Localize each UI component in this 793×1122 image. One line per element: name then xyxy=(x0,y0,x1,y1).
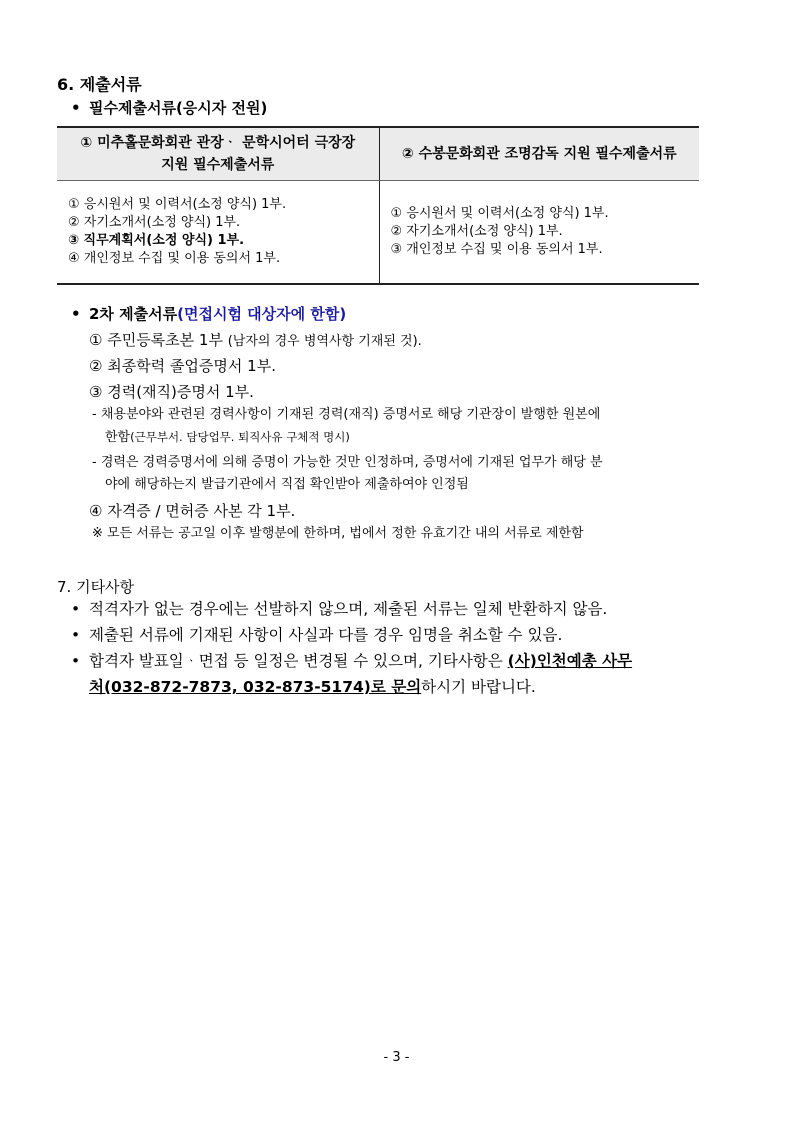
list-item: ④ 개인정보 수집 및 이용 동의서 1부. xyxy=(68,251,281,266)
validity-remark: ※ 모든 서류는 공고일 이후 발행분에 한하며, 법에서 정한 유효기간 내의 서류로 제한함 xyxy=(92,526,584,541)
second-docs-heading: • 2차 제출서류(면접시험 대상자에 한함) xyxy=(71,305,347,323)
list-item: ③ 개인정보 수집 및 이용 동의서 1부. xyxy=(390,242,603,257)
bullet-icon: • xyxy=(71,305,81,323)
career-note-1: - 채용분야와 관련된 경력사항이 기재된 경력(재직) 증명서로 해당 기관장이 발행한 원본에 한함(근무부서. 담당업무. 퇴직사유 구체적 명시) xyxy=(92,407,601,445)
bullet-icon: • xyxy=(71,99,81,117)
col2-items xyxy=(379,181,699,285)
required-docs-heading: • 필수제출서류(응시자 전원) xyxy=(71,99,268,117)
list-item: ① 응시원서 및 이력서(소정 양식) 1부. xyxy=(390,206,609,221)
other-item-3: • 합격자 발표일ᆞ면접 등 일정은 변경될 수 있으며, 기타사항은 (사)인천예총 사무 처(032-872-7873, 032-873-5174)로 문의하시기 바랍니다. xyxy=(71,648,632,700)
second-item-1: ① 주민등록초본 1부 (남자의 경우 병역사항 기재된 것). xyxy=(89,331,422,349)
section-6-title: 6. 제출서류 xyxy=(57,75,142,94)
second-item-4: ④ 자격증 / 면허증 사본 각 1부. xyxy=(89,502,296,520)
other-item-2: • 제출된 서류에 기재된 사항이 사실과 다를 경우 임명을 취소할 수 있음. xyxy=(71,622,562,648)
contact-info-link[interactable]: (사)인천예총 사무 xyxy=(507,652,633,670)
col2-header: ② 수봉문화회관 조명감독 지원 필수제출서류 xyxy=(379,127,699,181)
section-7-title: 7. 기타사항 xyxy=(57,578,135,596)
bullet-icon: • xyxy=(71,652,81,670)
bullet-icon: • xyxy=(71,600,81,618)
required-docs-table xyxy=(57,126,699,285)
list-item: ② 자기소개서(소정 양식) 1부. xyxy=(68,215,241,230)
contact-info-link-cont[interactable]: 처(032-872-7873, 032-873-5174)로 문의 xyxy=(89,678,422,696)
list-item: ③ 직무계획서(소정 양식) 1부. xyxy=(68,233,245,248)
list-item: ① 응시원서 및 이력서(소정 양식) 1부. xyxy=(68,197,287,212)
bullet-icon: • xyxy=(71,626,81,644)
col1-items xyxy=(57,181,379,285)
career-note-2: - 경력은 경력증명서에 의해 증명이 가능한 것만 인정하며, 증명서에 기재된 업무가 해당 분 야에 해당하는지 발급기관에서 직접 확인받아 제출하여야 인정됨 xyxy=(92,455,603,492)
col1-header: ① 미추홀문화회관 관장ᆞ 문학시어터 극장장 지원 필수제출서류 xyxy=(57,127,379,181)
other-item-1: • 적격자가 없는 경우에는 선발하지 않으며, 제출된 서류는 일체 반환하지 않음. xyxy=(71,596,607,622)
second-item-3: ③ 경력(재직)증명서 1부. xyxy=(89,383,254,401)
second-item-2: ② 최종학력 졸업증명서 1부. xyxy=(89,357,276,375)
page-number: - 3 - xyxy=(383,1050,410,1065)
list-item: ② 자기소개서(소정 양식) 1부. xyxy=(390,224,563,239)
